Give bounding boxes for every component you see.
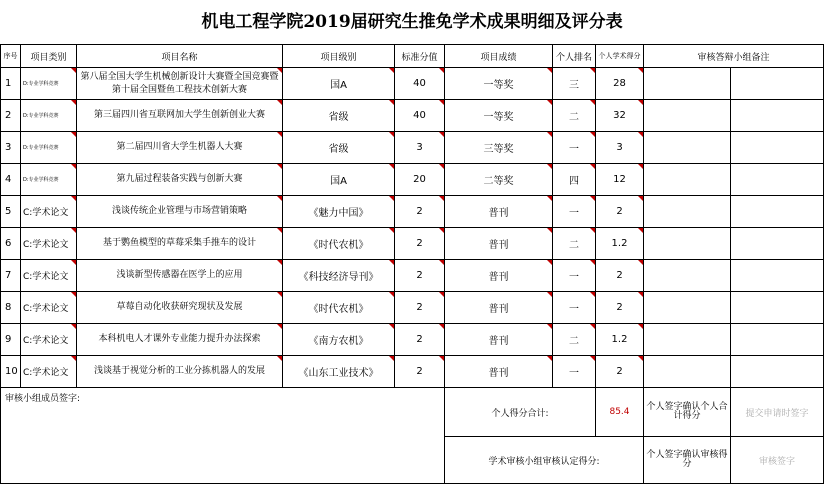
row-seq: 10 (1, 356, 21, 388)
row-name: 浅谈新型传感器在医学上的应用 (77, 260, 283, 292)
header-row (1, 45, 824, 68)
row-name: 第二届四川省大学生机器人大赛 (77, 132, 283, 164)
row-rank: 一 (553, 260, 596, 292)
total-value: 85.4 (596, 388, 644, 437)
row-std-score: 2 (395, 324, 445, 356)
row-name: 第八届全国大学生机械创新设计大赛暨全国竞赛暨第十届全国暨鱼工程技术创新大赛 (77, 68, 283, 100)
row-result: 普刊 (445, 356, 553, 388)
table-row (1, 68, 824, 100)
row-personal-score: 2 (596, 356, 644, 388)
row-personal-score: 1.2 (596, 324, 644, 356)
row-level: 《时代农机》 (283, 292, 395, 324)
row-personal-score: 12 (596, 164, 644, 196)
row-std-score: 2 (395, 228, 445, 260)
table-row (1, 292, 824, 324)
header-name: 项目名称 (77, 45, 283, 68)
row-category: D:专业学科竞赛 (21, 164, 77, 196)
row-remark-extra[interactable] (731, 356, 824, 388)
row-rank: 二 (553, 228, 596, 260)
row-remark-extra[interactable] (731, 164, 824, 196)
row-seq: 1 (1, 68, 21, 100)
row-seq: 5 (1, 196, 21, 228)
row-remark-extra[interactable] (731, 260, 824, 292)
row-remark-extra[interactable] (731, 324, 824, 356)
header-rank: 个人排名 (553, 45, 596, 68)
row-remark[interactable] (644, 324, 731, 356)
header-result: 项目成绩 (445, 45, 553, 68)
header-remark: 审核答辩小组备注 (644, 45, 824, 68)
row-name: 浅谈基于视觉分析的工业分拣机器人的发展 (77, 356, 283, 388)
row-std-score: 20 (395, 164, 445, 196)
table-row (1, 228, 824, 260)
row-seq: 7 (1, 260, 21, 292)
row-remark-extra[interactable] (731, 68, 824, 100)
table-row (1, 324, 824, 356)
row-name: 浅谈传统企业管理与市场营销策略 (77, 196, 283, 228)
row-rank: 四 (553, 164, 596, 196)
row-category: C:学术论文 (21, 228, 77, 260)
row-level: 《山东工业技术》 (283, 356, 395, 388)
row-remark[interactable] (644, 164, 731, 196)
header-category: 项目类别 (21, 45, 77, 68)
confirm-signature-2[interactable]: 审核签字 (731, 437, 824, 484)
row-remark[interactable] (644, 228, 731, 260)
table-row (1, 100, 824, 132)
confirm-signature-1[interactable]: 提交申请时签字 (731, 388, 824, 437)
row-seq: 3 (1, 132, 21, 164)
row-rank: 一 (553, 356, 596, 388)
row-level: 《时代农机》 (283, 228, 395, 260)
row-category: C:学术论文 (21, 292, 77, 324)
row-remark-extra[interactable] (731, 196, 824, 228)
row-personal-score: 2 (596, 260, 644, 292)
table-row (1, 196, 824, 228)
row-personal-score: 1.2 (596, 228, 644, 260)
row-name: 第三届四川省互联网加大学生创新创业大赛 (77, 100, 283, 132)
row-rank: 一 (553, 196, 596, 228)
row-level: 省级 (283, 132, 395, 164)
row-remark-extra[interactable] (731, 132, 824, 164)
row-remark[interactable] (644, 132, 731, 164)
row-category: C:学术论文 (21, 324, 77, 356)
row-result: 一等奖 (445, 68, 553, 100)
row-remark[interactable] (644, 100, 731, 132)
row-level: 国A (283, 164, 395, 196)
score-table (0, 44, 824, 484)
row-category: D:专业学科竞赛 (21, 100, 77, 132)
committee-label: 审核小组成员签字: (5, 394, 81, 404)
header-personal-score: 个人学术得分 (596, 45, 644, 68)
row-level: 《魅力中国》 (283, 196, 395, 228)
row-level: 省级 (283, 100, 395, 132)
row-rank: 一 (553, 292, 596, 324)
row-seq: 6 (1, 228, 21, 260)
row-personal-score: 2 (596, 196, 644, 228)
row-name: 本科机电人才课外专业能力提升办法探索 (77, 324, 283, 356)
row-rank: 一 (553, 132, 596, 164)
footer-row-1 (1, 388, 824, 437)
row-remark[interactable] (644, 292, 731, 324)
row-remark[interactable] (644, 260, 731, 292)
row-personal-score: 28 (596, 68, 644, 100)
row-std-score: 3 (395, 132, 445, 164)
row-personal-score: 32 (596, 100, 644, 132)
row-personal-score: 3 (596, 132, 644, 164)
row-name: 第九届过程装备实践与创新大赛 (77, 164, 283, 196)
row-personal-score: 2 (596, 292, 644, 324)
row-remark[interactable] (644, 196, 731, 228)
confirm-label-2: 个人签字确认审核得分 (644, 437, 731, 484)
page-title: 机电工程学院2019届研究生推免学术成果明细及评分表 (201, 12, 623, 32)
row-remark-extra[interactable] (731, 292, 824, 324)
row-result: 普刊 (445, 196, 553, 228)
confirm-label-1: 个人签字确认个人合计得分 (644, 388, 731, 437)
row-rank: 二 (553, 324, 596, 356)
row-std-score: 2 (395, 196, 445, 228)
table-row (1, 132, 824, 164)
total-label: 个人得分合计: (445, 388, 596, 437)
row-seq: 8 (1, 292, 21, 324)
row-result: 一等奖 (445, 100, 553, 132)
row-remark-extra[interactable] (731, 100, 824, 132)
row-rank: 三 (553, 68, 596, 100)
table-row (1, 164, 824, 196)
header-level: 项目级别 (283, 45, 395, 68)
row-result: 普刊 (445, 260, 553, 292)
row-std-score: 2 (395, 260, 445, 292)
row-rank: 二 (553, 100, 596, 132)
row-remark[interactable] (644, 356, 731, 388)
row-category: C:学术论文 (21, 356, 77, 388)
table-row (1, 356, 824, 388)
row-name: 草莓自动化收获研究现状及发展 (77, 292, 283, 324)
row-category: C:学术论文 (21, 196, 77, 228)
row-seq: 2 (1, 100, 21, 132)
row-result: 普刊 (445, 228, 553, 260)
row-seq: 4 (1, 164, 21, 196)
row-remark-extra[interactable] (731, 228, 824, 260)
row-seq: 9 (1, 324, 21, 356)
row-result: 三等奖 (445, 132, 553, 164)
header-std-score: 标准分值 (395, 45, 445, 68)
row-name: 基于鹦鱼模型的草莓采集手推车的设计 (77, 228, 283, 260)
row-std-score: 2 (395, 292, 445, 324)
row-level: 国A (283, 68, 395, 100)
row-category: D:专业学科竞赛 (21, 68, 77, 100)
row-remark[interactable] (644, 68, 731, 100)
row-category: D:专业学科竞赛 (21, 132, 77, 164)
row-result: 二等奖 (445, 164, 553, 196)
header-seq: 序号 (1, 45, 21, 68)
approved-label: 学术审核小组审核认定得分: (445, 437, 644, 484)
row-category: C:学术论文 (21, 260, 77, 292)
row-result: 普刊 (445, 292, 553, 324)
row-std-score: 2 (395, 356, 445, 388)
table-row (1, 260, 824, 292)
committee-signature-area[interactable] (1, 388, 445, 484)
row-result: 普刊 (445, 324, 553, 356)
row-std-score: 40 (395, 68, 445, 100)
row-level: 《南方农机》 (283, 324, 395, 356)
row-level: 《科技经济导刊》 (283, 260, 395, 292)
row-std-score: 40 (395, 100, 445, 132)
